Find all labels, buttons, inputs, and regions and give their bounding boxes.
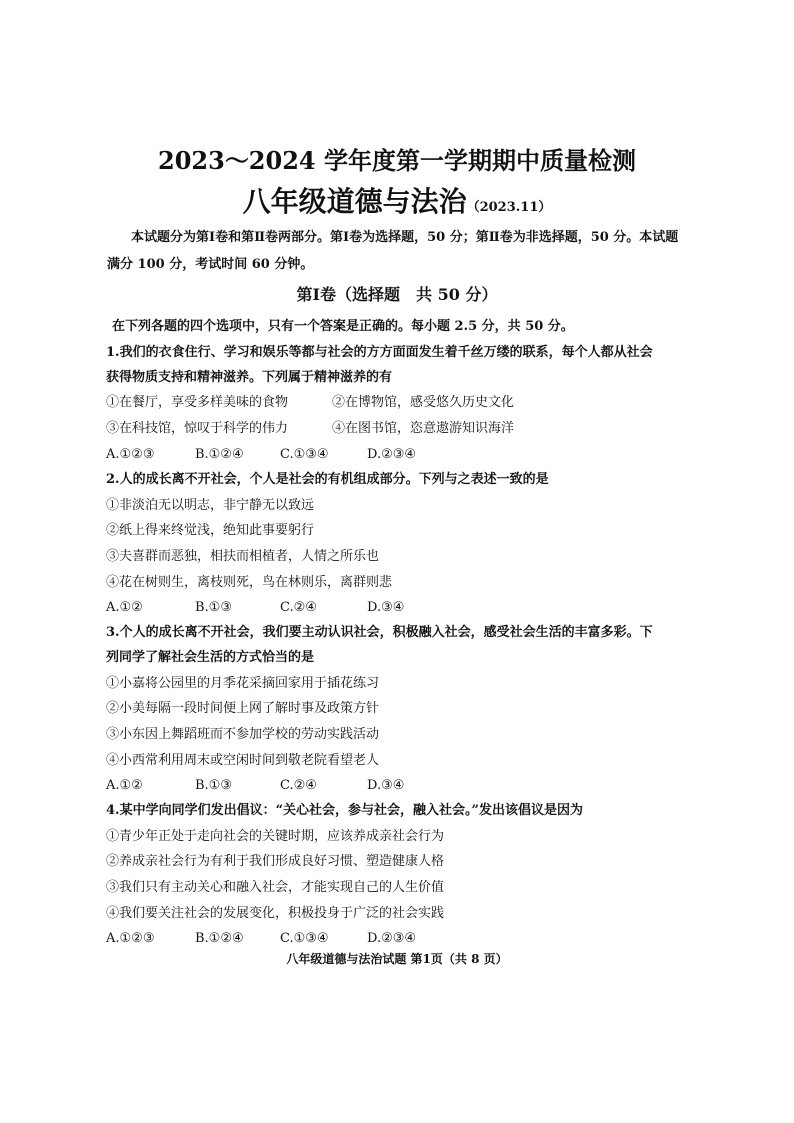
q3-option-b: B.①③ [195, 778, 232, 793]
q4-option-c: C.①③④ [280, 931, 329, 946]
section-title: 第Ⅰ卷（选择题 共 50 分） [296, 285, 498, 304]
q4-item-1: ①青少年正处于走向社会的关键时期，应该养成亲社会行为 [106, 829, 445, 844]
q1-option-b: B.①②④ [195, 447, 244, 462]
q3-item-2: ②小美每隔一段时间便上网了解时事及政策方针 [106, 701, 380, 716]
q1-item-1: ①在餐厅，享受多样美味的食物 [106, 395, 289, 410]
subject-title: 八年级道德与法治 [242, 185, 467, 218]
q1-item-2: ②在博物馆，感受悠久历史文化 [332, 395, 515, 410]
q4-option-a: A.①②③ [106, 931, 155, 946]
q2-item-1: ①非淡泊无以明志，非宁静无以致远 [106, 498, 315, 513]
q4-option-d: D.②③④ [367, 931, 417, 946]
q1-item-4: ④在图书馆，恣意遨游知识海洋 [332, 421, 515, 436]
q2-option-a: A.①② [106, 600, 143, 615]
q1-stem-line-1: 1.我们的衣食住行、学习和娱乐等都与社会的方方面面发生着千丝万缕的联系，每个人都从社会 [106, 345, 653, 360]
page-footer: 八年级道德与法治试题 第1页（共 8 页） [286, 952, 508, 966]
q4-option-b: B.①②④ [195, 931, 244, 946]
q4-item-3: ③我们只有主动关心和融入社会，才能实现自己的人生价值 [106, 880, 445, 895]
q3-item-1: ①小嘉将公园里的月季花采摘回家用于插花练习 [106, 676, 380, 691]
q3-option-d: D.③④ [367, 778, 405, 793]
exam-date: （2023.11） [466, 200, 552, 215]
intro-line-1: 本试题分为第Ⅰ卷和第Ⅱ卷两部分。第Ⅰ卷为选择题，50 分；第Ⅱ卷为非选择题，50 分。本试题 [131, 230, 679, 245]
q4-stem-line-1: 4.某中学向同学们发出倡议：“关心社会，参与社会，融入社会。”发出该倡议是因为 [106, 803, 584, 818]
intro-line-2: 满分 100 分，考试时间 60 分钟。 [107, 257, 314, 272]
q3-option-a: A.①② [106, 778, 143, 793]
q1-option-c: C.①③④ [280, 447, 329, 462]
q1-option-d: D.②③④ [367, 447, 417, 462]
q4-item-4: ④我们要关注社会的发展变化，积极投身于广泛的社会实践 [106, 906, 445, 921]
q3-option-c: C.②④ [280, 778, 317, 793]
q2-item-2: ②纸上得来终觉浅，绝知此事要躬行 [106, 523, 315, 538]
q2-option-d: D.③④ [367, 600, 405, 615]
q2-stem-line-1: 2.人的成长离不开社会，个人是社会的有机组成部分。下列与之表述一致的是 [106, 472, 549, 487]
q4-item-2: ②养成亲社会行为有利于我们形成良好习惯、塑造健康人格 [106, 854, 445, 869]
subject-title-line [0, 184, 794, 226]
q3-stem-line-1: 3.个人的成长离不开社会，我们要主动认识社会，积极融入社会，感受社会生活的丰富多彩。下 [106, 625, 653, 640]
q3-item-3: ③小东因上舞蹈班而不参加学校的劳动实践活动 [106, 727, 380, 742]
q1-item-3: ③在科技馆，惊叹于科学的伟力 [106, 421, 289, 436]
q1-stem-line-2: 获得物质支持和精神滋养。下列属于精神滋养的有 [106, 370, 393, 385]
q2-option-b: B.①③ [195, 600, 232, 615]
q2-option-c: C.②④ [280, 600, 317, 615]
q1-option-a: A.①②③ [106, 447, 155, 462]
q3-stem-line-2: 列同学了解社会生活的方式恰当的是 [106, 650, 315, 665]
exam-title: 2023～2024 学年度第一学期期中质量检测 [158, 146, 636, 175]
q3-item-4: ④小西常利用周末或空闲时间到敬老院看望老人 [106, 753, 380, 768]
q2-item-3: ③夫喜群而恶独，相扶而相植者，人情之所乐也 [106, 549, 380, 564]
q2-item-4: ④花在树则生，离枝则死，鸟在林则乐，离群则悲 [106, 575, 393, 590]
section-instruction: 在下列各题的四个选项中，只有一个答案是正确的。每小题 2.5 分，共 50 分。 [112, 319, 574, 334]
